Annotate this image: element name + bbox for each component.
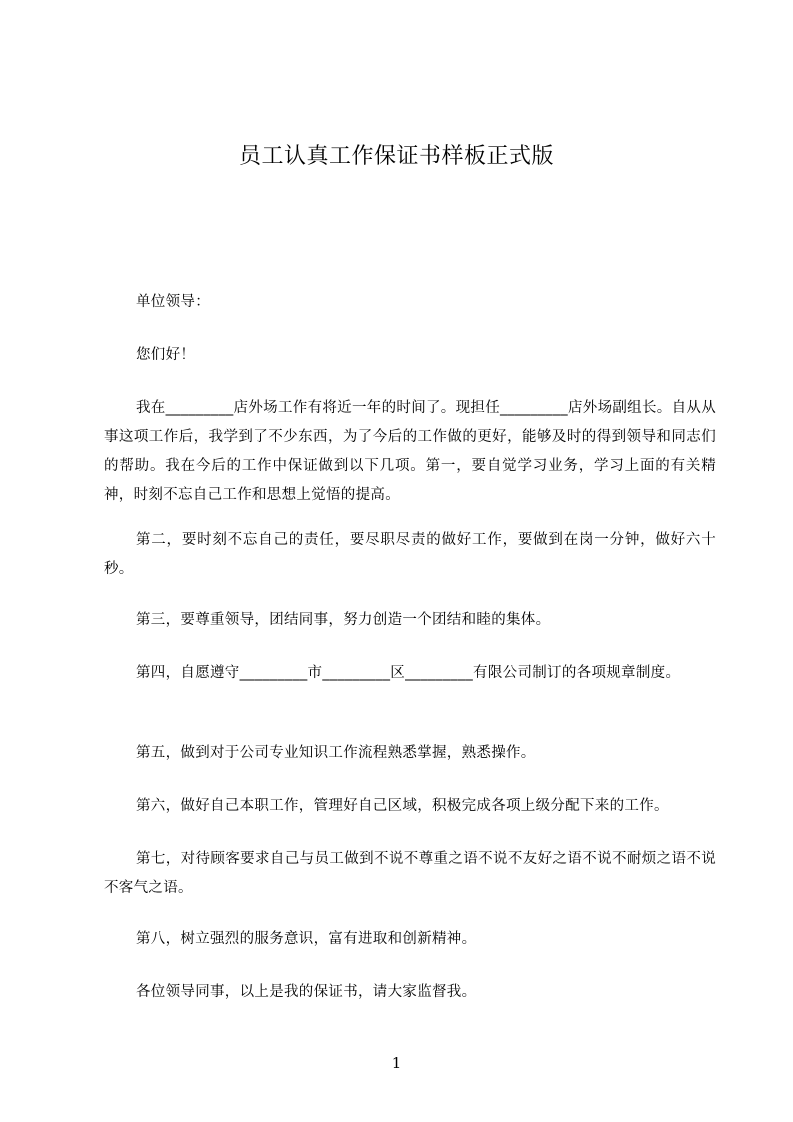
paragraph: 第八，树立强烈的服务意识，富有进取和创新精神。	[136, 931, 477, 947]
paragraph: 第三，要尊重领导，团结同事，努力创造一个团结和睦的集体。	[136, 612, 551, 628]
paragraph: 第五，做到对于公司专业知识工作流程熟悉掌握，熟悉操作。	[136, 745, 536, 761]
paragraph: 第四，自愿遵守_________市_________区_________有限公司制订的各项规章制度。	[136, 665, 681, 681]
paragraph: 第二，要时刻不忘自己的责任，要尽职尽责的做好工作，要做到在岗一分钟，做好六十秒。	[104, 532, 716, 577]
paragraph: 第六，做好自己本职工作，管理好自己区域，积极完成各项上级分配下来的工作。	[136, 798, 669, 814]
paragraph: 第七，对待顾客要求自己与员工做到不说不尊重之语不说不友好之语不说不耐烦之语不说不客气之语。	[104, 851, 716, 896]
greeting: 您们好！	[136, 347, 196, 363]
paragraph: 各位领导同事，以上是我的保证书，请大家监督我。	[136, 984, 477, 1000]
paragraph: 我在_________店外场工作有将近一年的时间了。现担任_________店外场副组长。自从从事这项工作后，我学到了不少东西，为了今后的工作做的更好，能够及时的得到领导和同志们的帮助。我在今后的工作中保证做到以下几项。第一，要自觉学习业务，学习上面的有关精神，时刻不忘自己工作和思想上觉悟的提高。	[104, 400, 716, 503]
salutation: 单位领导：	[136, 294, 210, 310]
page-number: 1	[391, 1054, 402, 1072]
document-title: 员工认真工作保证书样板正式版	[238, 144, 554, 169]
